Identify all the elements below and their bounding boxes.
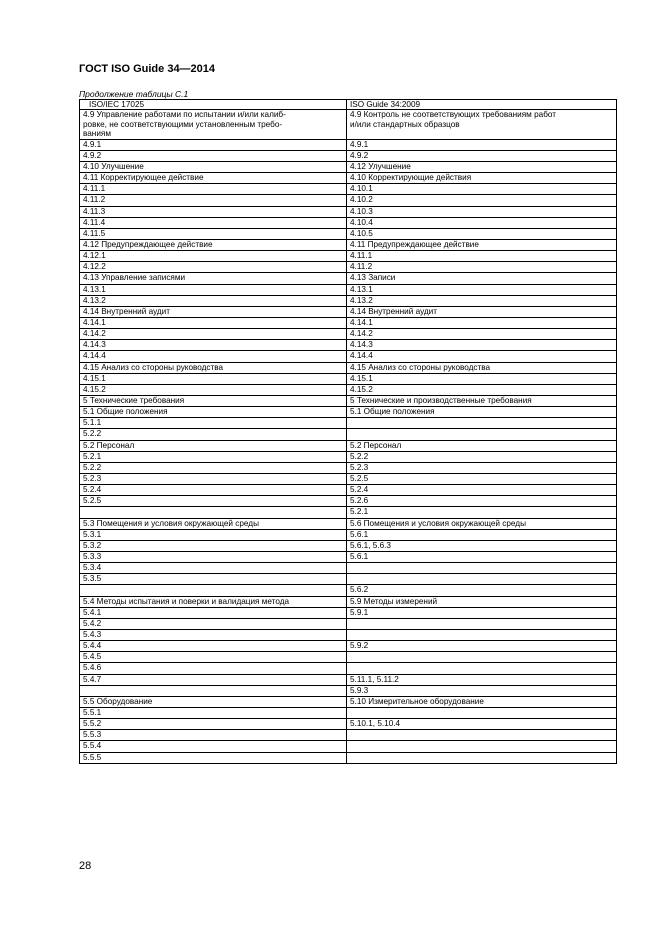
table-row (80, 373, 617, 384)
table-row (80, 184, 617, 195)
iso-iec-17025-cell: 5.3.4 (80, 563, 347, 574)
table-header-row (80, 100, 617, 110)
iso-iec-17025-cell: 4.11.2 (80, 195, 347, 206)
iso-iec-17025-cell: 4.11.4 (80, 217, 347, 228)
iso-guide-34-cell: 4.15 Анализ со стороны руководства (347, 362, 617, 373)
table-row (80, 396, 617, 407)
table-row (80, 496, 617, 507)
iso-iec-17025-cell: 5.5 Оборудование (80, 696, 347, 707)
iso-iec-17025-cell: 4.15.2 (80, 384, 347, 395)
table-row (80, 685, 617, 696)
iso-iec-17025-cell: 4.13 Управление записями (80, 273, 347, 284)
iso-guide-34-cell (347, 663, 617, 674)
iso-iec-17025-cell: 5.4.6 (80, 663, 347, 674)
iso-iec-17025-cell: 5 Технические требования (80, 396, 347, 407)
table-row (80, 251, 617, 262)
iso-guide-34-cell: 4.11.2 (347, 262, 617, 273)
table-row (80, 607, 617, 618)
iso-guide-34-cell: 4.13.2 (347, 295, 617, 306)
table-row (80, 507, 617, 518)
iso-guide-34-cell: 4.14.3 (347, 340, 617, 351)
iso-guide-34-cell: 4.9.1 (347, 139, 617, 150)
table-row (80, 696, 617, 707)
table-row (80, 707, 617, 718)
iso-iec-17025-cell: 4.12 Предупреждающее действие (80, 240, 347, 251)
table-row (80, 663, 617, 674)
iso-guide-34-cell: 5.2.2 (347, 451, 617, 462)
iso-guide-34-cell: 4.14.2 (347, 329, 617, 340)
table-row (80, 551, 617, 562)
table-row (80, 110, 617, 140)
iso-iec-17025-cell: 5.2.3 (80, 474, 347, 485)
iso-guide-34-cell: 5.9.3 (347, 685, 617, 696)
column-header-iso-iec-17025: ISO/IEC 17025 (80, 100, 347, 110)
iso-iec-17025-cell: 5.2 Персонал (80, 440, 347, 451)
iso-iec-17025-cell: 4.12.2 (80, 262, 347, 273)
iso-guide-34-cell (347, 574, 617, 585)
table-row (80, 674, 617, 685)
iso-iec-17025-cell: 5.4.7 (80, 674, 347, 685)
iso-guide-34-cell: 5.1 Общие положения (347, 407, 617, 418)
iso-iec-17025-cell: 4.11.5 (80, 228, 347, 239)
table-row (80, 340, 617, 351)
iso-guide-34-cell: 4.10.4 (347, 217, 617, 228)
iso-guide-34-cell: 5.6.2 (347, 585, 617, 596)
table-row (80, 306, 617, 317)
iso-guide-34-cell: 4.10 Корректирующие действия (347, 173, 617, 184)
iso-iec-17025-cell (80, 685, 347, 696)
iso-iec-17025-cell: 5.4.4 (80, 641, 347, 652)
table-row (80, 741, 617, 752)
iso-iec-17025-cell: 4.13.2 (80, 295, 347, 306)
table-row (80, 162, 617, 173)
iso-iec-17025-cell: 5.3 Помещения и условия окружающей среды (80, 518, 347, 529)
iso-iec-17025-cell: 4.11.3 (80, 206, 347, 217)
table-row (80, 329, 617, 340)
iso-guide-34-cell: 4.10.2 (347, 195, 617, 206)
iso-guide-34-cell: 4.13.1 (347, 284, 617, 295)
iso-iec-17025-cell: 5.2.2 (80, 429, 347, 440)
table-row (80, 652, 617, 663)
iso-iec-17025-cell: 4.12.1 (80, 251, 347, 262)
table-row (80, 362, 617, 373)
table-row (80, 752, 617, 763)
iso-guide-34-cell: 4.15.2 (347, 384, 617, 395)
iso-iec-17025-cell: 4.14.2 (80, 329, 347, 340)
iso-iec-17025-cell: 5.5.1 (80, 707, 347, 718)
table-row (80, 318, 617, 329)
iso-iec-17025-cell: 5.5.4 (80, 741, 347, 752)
iso-guide-34-cell: 5.9 Методы измерений (347, 596, 617, 607)
table-row (80, 351, 617, 362)
table-caption: Продолжение таблицы С.1 (79, 89, 189, 99)
iso-guide-34-cell (347, 429, 617, 440)
iso-guide-34-cell (347, 730, 617, 741)
column-header-iso-guide-34: ISO Guide 34:2009 (347, 100, 617, 110)
iso-guide-34-cell: 4.10.5 (347, 228, 617, 239)
iso-iec-17025-cell: 5.1.1 (80, 418, 347, 429)
iso-iec-17025-cell: 5.1 Общие положения (80, 407, 347, 418)
iso-guide-34-cell: 5.10.1, 5.10.4 (347, 719, 617, 730)
iso-iec-17025-cell: 5.4.2 (80, 618, 347, 629)
iso-guide-34-cell: 5.11.1, 5.11.2 (347, 674, 617, 685)
iso-guide-34-cell: 5.2.3 (347, 462, 617, 473)
table-row (80, 451, 617, 462)
iso-guide-34-cell: 5.10 Измерительное оборудование (347, 696, 617, 707)
table-row (80, 574, 617, 585)
table-row (80, 150, 617, 161)
table-row (80, 284, 617, 295)
table-row (80, 440, 617, 451)
table-row (80, 518, 617, 529)
table-row (80, 719, 617, 730)
iso-iec-17025-cell: 4.9.1 (80, 139, 347, 150)
iso-iec-17025-cell: 5.2.1 (80, 451, 347, 462)
table-row (80, 173, 617, 184)
iso-iec-17025-cell: 4.11.1 (80, 184, 347, 195)
table-row (80, 195, 617, 206)
iso-guide-34-cell (347, 629, 617, 640)
iso-guide-34-cell: 5.9.1 (347, 607, 617, 618)
table-row (80, 240, 617, 251)
table-row (80, 139, 617, 150)
iso-guide-34-cell (347, 563, 617, 574)
table-row (80, 529, 617, 540)
iso-iec-17025-cell: 5.3.3 (80, 551, 347, 562)
table-row (80, 228, 617, 239)
table-row (80, 563, 617, 574)
table-row (80, 407, 617, 418)
iso-guide-34-cell (347, 652, 617, 663)
iso-iec-17025-cell: 4.15.1 (80, 373, 347, 384)
iso-guide-34-cell: 4.11.1 (347, 251, 617, 262)
page-number: 28 (79, 860, 92, 872)
iso-guide-34-cell (347, 707, 617, 718)
iso-iec-17025-cell: 4.10 Улучшение (80, 162, 347, 173)
iso-iec-17025-cell: 5.2.5 (80, 496, 347, 507)
iso-guide-34-cell: 4.10.3 (347, 206, 617, 217)
table-row (80, 641, 617, 652)
iso-guide-34-cell: 5.6 Помещения и условия окружающей среды (347, 518, 617, 529)
iso-guide-34-cell: 5.6.1 (347, 529, 617, 540)
iso-guide-34-cell: 5.2.4 (347, 485, 617, 496)
iso-guide-34-cell: 4.14.4 (347, 351, 617, 362)
iso-iec-17025-cell: 4.13.1 (80, 284, 347, 295)
iso-iec-17025-cell: 4.15 Анализ со стороны руководства (80, 362, 347, 373)
iso-guide-34-cell: 4.11 Предупреждающее действие (347, 240, 617, 251)
iso-iec-17025-cell: 5.4.5 (80, 652, 347, 663)
table-row (80, 540, 617, 551)
iso-iec-17025-cell: 4.14.4 (80, 351, 347, 362)
table-row (80, 429, 617, 440)
iso-iec-17025-cell: 5.4 Методы испытания и поверки и валидация метода (80, 596, 347, 607)
iso-guide-34-cell: 4.15.1 (347, 373, 617, 384)
iso-guide-34-cell: 5 Технические и производственные требования (347, 396, 617, 407)
correspondence-table (79, 99, 617, 764)
table-row (80, 273, 617, 284)
iso-guide-34-cell: 4.9.2 (347, 150, 617, 161)
iso-iec-17025-cell: 4.9.2 (80, 150, 347, 161)
iso-guide-34-cell: 4.12 Улучшение (347, 162, 617, 173)
iso-guide-34-cell: 4.14 Внутренний аудит (347, 306, 617, 317)
iso-guide-34-cell: 5.2 Персонал (347, 440, 617, 451)
iso-guide-34-cell: 5.6.1 (347, 551, 617, 562)
iso-guide-34-cell: 5.2.5 (347, 474, 617, 485)
iso-iec-17025-cell: 4.14.3 (80, 340, 347, 351)
iso-iec-17025-cell (80, 507, 347, 518)
table-row (80, 217, 617, 228)
table-row (80, 474, 617, 485)
table-row (80, 262, 617, 273)
iso-iec-17025-cell: 5.2.4 (80, 485, 347, 496)
iso-iec-17025-cell: 5.5.3 (80, 730, 347, 741)
table-row (80, 485, 617, 496)
table-row (80, 384, 617, 395)
table-row (80, 730, 617, 741)
iso-iec-17025-cell: 4.11 Корректирующее действие (80, 173, 347, 184)
iso-iec-17025-cell: 4.9 Управление работами по испытании и/или калиб- ровке, не соответствующими установленным требо- ваниям (80, 110, 347, 140)
iso-iec-17025-cell: 4.14.1 (80, 318, 347, 329)
iso-guide-34-cell (347, 618, 617, 629)
table-row (80, 585, 617, 596)
iso-guide-34-cell: 4.14.1 (347, 318, 617, 329)
iso-iec-17025-cell: 5.3.1 (80, 529, 347, 540)
iso-iec-17025-cell: 4.14 Внутренний аудит (80, 306, 347, 317)
iso-guide-34-cell: 5.2.6 (347, 496, 617, 507)
iso-iec-17025-cell (80, 585, 347, 596)
table-row (80, 618, 617, 629)
document-title: ГОСТ ISO Guide 34—2014 (79, 63, 216, 75)
table-row (80, 295, 617, 306)
iso-iec-17025-cell: 5.5.2 (80, 719, 347, 730)
iso-iec-17025-cell: 5.5.5 (80, 752, 347, 763)
table-row (80, 596, 617, 607)
iso-iec-17025-cell: 5.4.3 (80, 629, 347, 640)
iso-guide-34-cell (347, 752, 617, 763)
iso-guide-34-cell: 4.9 Контроль не соответствующих требованиям работ и/или стандартных образцов (347, 110, 617, 140)
table-row (80, 462, 617, 473)
iso-guide-34-cell (347, 741, 617, 752)
iso-guide-34-cell: 4.10.1 (347, 184, 617, 195)
iso-guide-34-cell: 5.6.1, 5.6.3 (347, 540, 617, 551)
table-row (80, 629, 617, 640)
table-row (80, 418, 617, 429)
iso-guide-34-cell: 5.9.2 (347, 641, 617, 652)
iso-guide-34-cell: 4.13 Записи (347, 273, 617, 284)
iso-iec-17025-cell: 5.4.1 (80, 607, 347, 618)
iso-guide-34-cell: 5.2.1 (347, 507, 617, 518)
iso-iec-17025-cell: 5.2.2 (80, 462, 347, 473)
table-row (80, 206, 617, 217)
iso-iec-17025-cell: 5.3.5 (80, 574, 347, 585)
iso-iec-17025-cell: 5.3.2 (80, 540, 347, 551)
iso-guide-34-cell (347, 418, 617, 429)
